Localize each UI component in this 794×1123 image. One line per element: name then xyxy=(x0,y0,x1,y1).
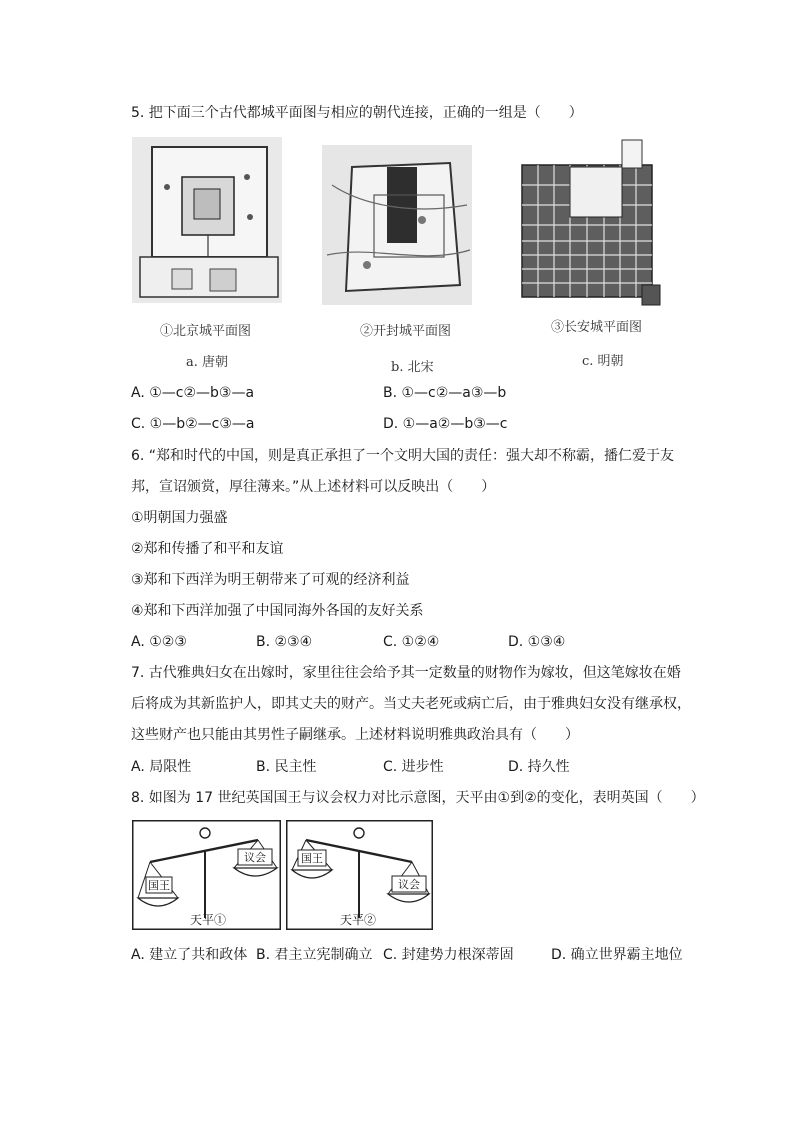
scale-2-parliament-label: 议会 xyxy=(398,878,420,891)
scale-1-caption: 天平① xyxy=(189,913,227,927)
q6-item-1: ①明朝国力强盛 xyxy=(131,510,228,526)
q6-option-a[interactable]: A. ①②③ xyxy=(131,634,187,650)
q5-option-a[interactable]: A. ①—c②—b③—a xyxy=(131,385,255,401)
q5-option-c[interactable]: C. ①—b②—c③—a xyxy=(131,416,255,432)
scale-1-parliament-label: 议会 xyxy=(244,851,266,864)
q7-option-b[interactable]: B. 民主性 xyxy=(256,759,317,775)
q7-option-c[interactable]: C. 进步性 xyxy=(383,759,444,775)
q7-stem-line1: 7. 古代雅典妇女在出嫁时，家里往往会给予其一定数量的财物作为嫁妆，但这笔嫁妆在婚 xyxy=(131,665,681,681)
q6-option-c[interactable]: C. ①②④ xyxy=(383,634,440,650)
q6-option-b[interactable]: B. ②③④ xyxy=(256,634,313,650)
scale-1-diagram xyxy=(132,820,281,930)
q5-option-b[interactable]: B. ①—c②—a③—b xyxy=(383,385,507,401)
changan-map-image xyxy=(518,135,663,307)
q7-stem-line2: 后将成为其新监护人，即其丈夫的财产。当丈夫老死或病亡后，由于雅典妇女没有继承权， xyxy=(131,696,691,712)
q7-stem-line3: 这些财产也只能由其男性子嗣继承。上述材料说明雅典政治具有（ ） xyxy=(131,727,579,743)
beijing-map-image xyxy=(132,137,282,303)
q6-item-3: ③郑和下西洋为明王朝带来了可观的经济利益 xyxy=(131,572,410,588)
q8-option-a[interactable]: A. 建立了共和政体 xyxy=(131,947,248,963)
beijing-map-caption: ①北京城平面图 xyxy=(160,324,252,339)
scale-2-diagram xyxy=(286,820,433,930)
dynasty-b-label: b. 北宋 xyxy=(391,360,434,375)
changan-map-caption: ③长安城平面图 xyxy=(551,320,643,335)
kaifeng-map-image xyxy=(322,145,472,305)
q6-stem-line2: 邦，宣诏颁赏，厚往薄来。”从上述材料可以反映出（ ） xyxy=(131,479,496,495)
q7-option-a[interactable]: A. 局限性 xyxy=(131,759,192,775)
scale-2-caption: 天平② xyxy=(339,913,377,927)
q8-stem: 8. 如图为 17 世纪英国国王与议会权力对比示意图，天平由①到②的变化，表明英国（ ） xyxy=(131,790,705,806)
q6-stem-line1: 6. “郑和时代的中国，则是真正承担了一个文明大国的责任：强大却不称霸，播仁爱于友 xyxy=(131,448,675,464)
scale-1-king-label: 国王 xyxy=(148,879,170,892)
q6-option-d[interactable]: D. ①③④ xyxy=(508,634,566,650)
scale-2-king-label: 国王 xyxy=(301,852,323,865)
q8-option-b[interactable]: B. 君主立宪制确立 xyxy=(256,947,373,963)
q5-stem: 5. 把下面三个古代都城平面图与相应的朝代连接，正确的一组是（ ） xyxy=(131,105,583,121)
q6-item-2: ②郑和传播了和平和友谊 xyxy=(131,541,284,557)
dynasty-a-label: a. 唐朝 xyxy=(186,355,229,370)
q8-option-c[interactable]: C. 封建势力根深蒂固 xyxy=(383,947,514,963)
q5-option-d[interactable]: D. ①—a②—b③—c xyxy=(383,416,508,432)
kaifeng-map-caption: ②开封城平面图 xyxy=(360,324,452,339)
q7-option-d[interactable]: D. 持久性 xyxy=(508,759,570,775)
q8-option-d[interactable]: D. 确立世界霸主地位 xyxy=(551,947,683,963)
dynasty-c-label: c. 明朝 xyxy=(582,354,624,369)
q6-item-4: ④郑和下西洋加强了中国同海外各国的友好关系 xyxy=(131,603,424,619)
